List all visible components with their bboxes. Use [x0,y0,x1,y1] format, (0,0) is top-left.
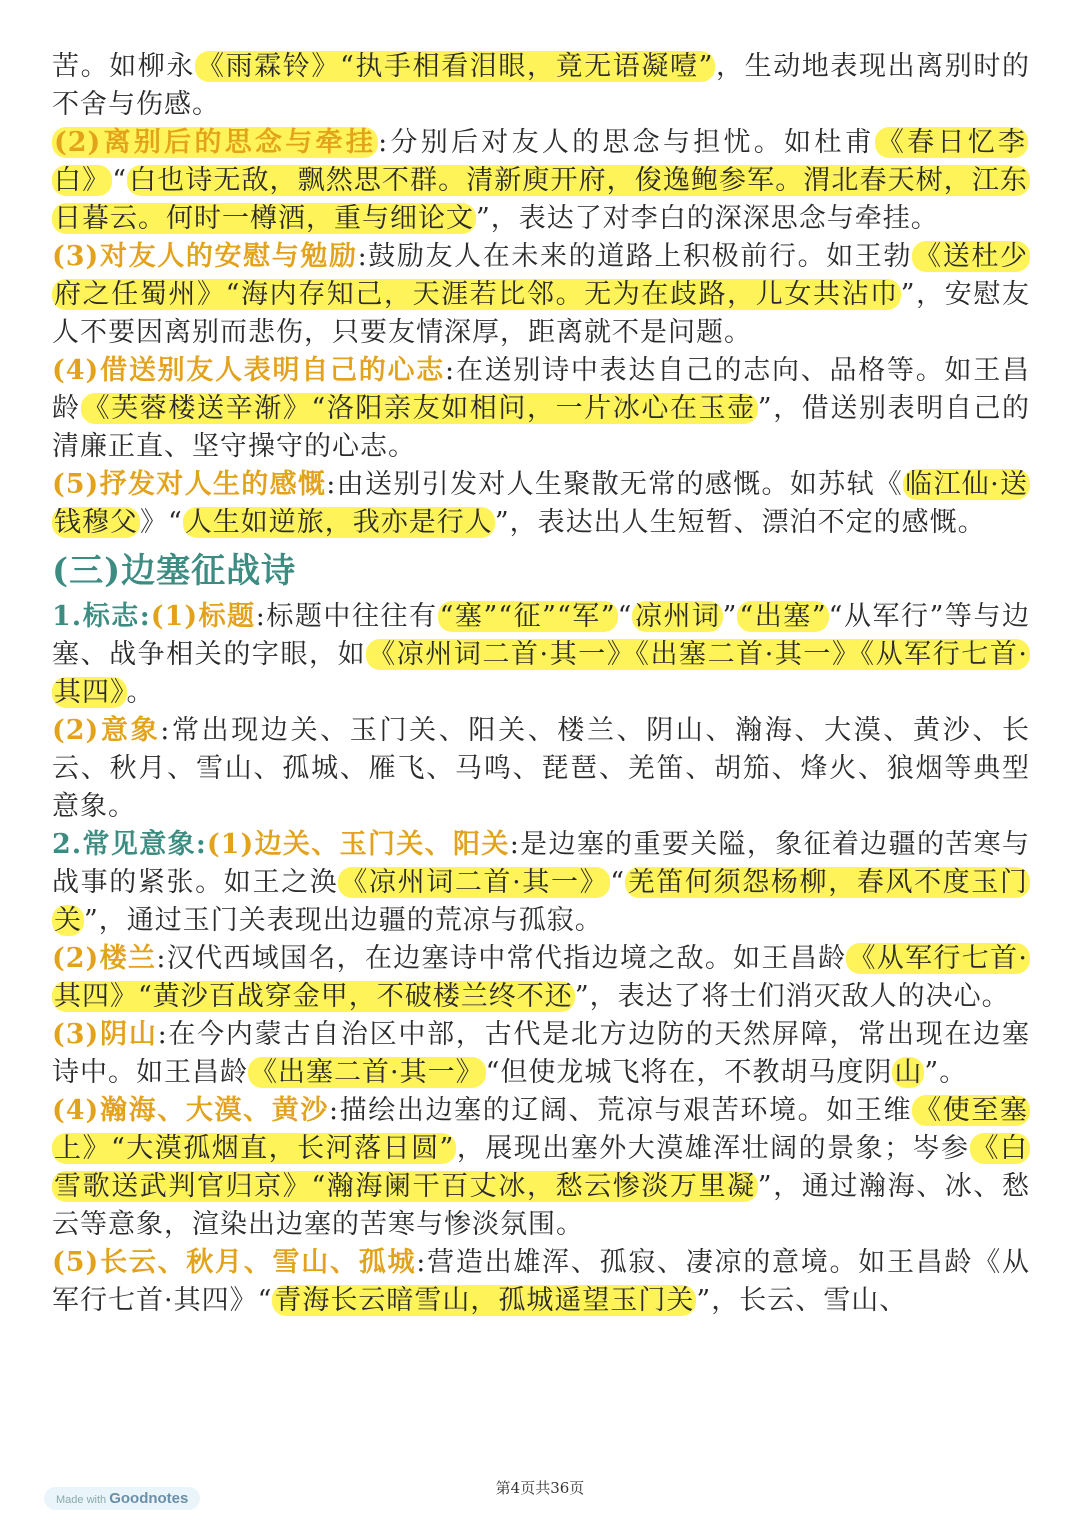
text: :由送别引发对人生聚散无常的感慨。如苏轼《 [326,469,904,500]
text: :分别后对友人的思念与担忧。如杜甫 [378,127,875,158]
item-label: (5)抒发对人生的感慨 [52,469,327,500]
item-label: (2)意象 [52,715,161,746]
item-label: (2)离别后的思念与牵挂 [54,127,377,158]
highlight: 《凉州词二首·其一》《出塞二首·其一》《从军行七首·其四》 [54,639,1028,708]
text: 。 [126,677,155,708]
highlight: 《使至塞上》“大漠孤烟直，长河落日圆” [54,1095,1028,1164]
text: ”。 [924,1057,968,1088]
paragraph-4 [52,352,1030,466]
text: :鼓励友人在未来的道路上积极前行。如王勃 [357,241,913,272]
item-label: (4)瀚海、大漠、黄沙 [52,1095,329,1126]
paragraph-imagery-4 [52,1092,1030,1244]
badge-brand: Goodnotes [109,1490,189,1507]
text: :常出现边关、玉门关、阳关、楼兰、阴山、瀚海、大漠、黄沙、长云、秋月、雪山、孤城、雁飞、马鸣、琵琶、羌笛、胡笳、烽火、狼烟等典型意象。 [52,715,1030,822]
text: “从军行”等与边塞、战争相关的字眼，如 [52,601,1030,670]
subheading: 1.标志: [52,601,151,632]
item-label: (5)长云、秋月、雪山、孤城 [52,1247,417,1278]
document-page [52,48,1030,1320]
highlight: “塞”“征”“军” [439,601,616,632]
text: ”，借送别表明自己的清廉正直、坚守操守的心志。 [52,393,1030,462]
text: ，生动地表现出离别时的不舍与伤感。 [52,51,1031,120]
text: :标题中往往有 [255,601,438,632]
section-title: (三)边塞征战诗 [52,551,297,591]
item-label: (1)标题 [150,601,256,632]
paragraph-imagery-5 [52,1244,1030,1320]
badge-caption: Made with [56,1494,107,1506]
text: “ [610,867,626,898]
text: 》“ [140,507,183,538]
highlight: 《春日忆李白》 [54,127,1026,196]
item-label: (3)阴山 [52,1019,158,1050]
paragraph-markers-title [52,598,1030,712]
paragraph-imagery-3 [52,1016,1030,1092]
highlight: 《凉州词二首·其一》 [340,867,609,898]
page-number: 第4页共36页 [495,1479,585,1497]
highlight: 羌笛何须怨杨柳，春风不度玉门关 [54,867,1029,936]
item-label: (2)楼兰 [52,943,157,974]
item-label: (1)边关、玉门关、阳关 [206,829,510,860]
paragraph-2 [52,124,1030,238]
text: ”，通过玉门关表现出边疆的荒凉与孤寂。 [84,905,603,936]
highlight: 《芙蓉楼送辛渐》“洛阳亲友如相问，一片冰心在玉壶 [82,393,756,424]
highlight: 山 [894,1057,923,1088]
highlight: 人生如逆旅，我亦是行人 [184,507,493,538]
highlight: 临江仙·送钱穆父 [54,469,1028,538]
highlight: 白也诗无敌，飘然思不群。清新庾开府，俊逸鲍参军。渭北春天树，江东日暮云。何时一樽酒，重与细论文 [54,165,1028,234]
text: :汉代西域国名，在边塞诗中常代指边境之敌。如王昌龄 [156,943,847,974]
text: :在今内蒙古自治区中部，古代是北方边防的天然屏障，常出现在边塞诗中。如王昌龄 [52,1019,1030,1088]
paragraph-intro [52,48,1030,124]
text: ”，安慰友人不要因离别而悲伤，只要友情深厚，距离就不是问题。 [52,279,1030,348]
highlight: 《出塞二首·其一》 [250,1057,484,1088]
text: :描绘出边塞的辽阔、荒凉与艰苦环境。如王维 [328,1095,913,1126]
text: :在送别诗中表达自己的志向、品格等。如王昌龄 [52,355,1030,424]
paragraph-imagery-1 [52,826,1030,940]
text: ”，表达了对李白的深深思念与牵挂。 [476,203,939,234]
text: 苦。如柳永 [52,51,195,82]
text: “ [112,165,127,196]
text: :营造出雄浑、孤寂、凄凉的意境。如王昌龄《从军行七首·其四》“ [52,1247,1030,1316]
highlight: 《从军行七首·其四》“黄沙百战穿金甲，不破楼兰终不还 [54,943,1028,1012]
paragraph-markers-imagery [52,712,1030,826]
paragraph-imagery-2 [52,940,1030,1016]
text: “ [617,601,633,632]
text: ”，表达了将士们消灭敌人的决心。 [574,981,1010,1012]
highlight: 青海长云暗雪山，孤城遥望玉门关 [274,1285,695,1316]
paragraph-3 [52,238,1030,352]
item-label: (4)借送别友人表明自己的心志 [52,355,446,386]
text: ”，长云、雪山、 [696,1285,908,1316]
text: ，展现出塞外大漠雄浑壮阔的景象；岑参 [456,1133,970,1164]
text: ” [722,601,738,632]
highlight: 《白雪歌送武判官归京》“瀚海阑干百丈冰，愁云惨淡万里凝 [54,1133,1029,1202]
highlight: 《送杜少府之任蜀州》“海内存知己，天涯若比邻。无为在歧路，儿女共沾巾 [54,241,1028,310]
item-label: (3)对友人的安慰与勉励 [52,241,358,272]
subheading: 2.常见意象: [52,829,207,860]
text: ”，通过瀚海、冰、愁云等意象，渲染出边塞的苦寒与惨淡氛围。 [52,1171,1030,1240]
highlight: 凉州词 [634,601,721,632]
goodnotes-badge [44,1487,200,1510]
text: :是边塞的重要关隘，象征着边疆的苦寒与战事的紧张。如王之涣 [52,829,1030,898]
paragraph-5 [52,466,1030,542]
highlight: “出塞” [739,601,827,632]
text: ”，表达出人生短暂、漂泊不定的感慨。 [494,507,986,538]
text: “但使龙城飞将在，不教胡马度阴 [485,1057,893,1088]
highlight: 《雨霖铃》“执手相看泪眼，竟无语凝噎” [197,51,714,82]
